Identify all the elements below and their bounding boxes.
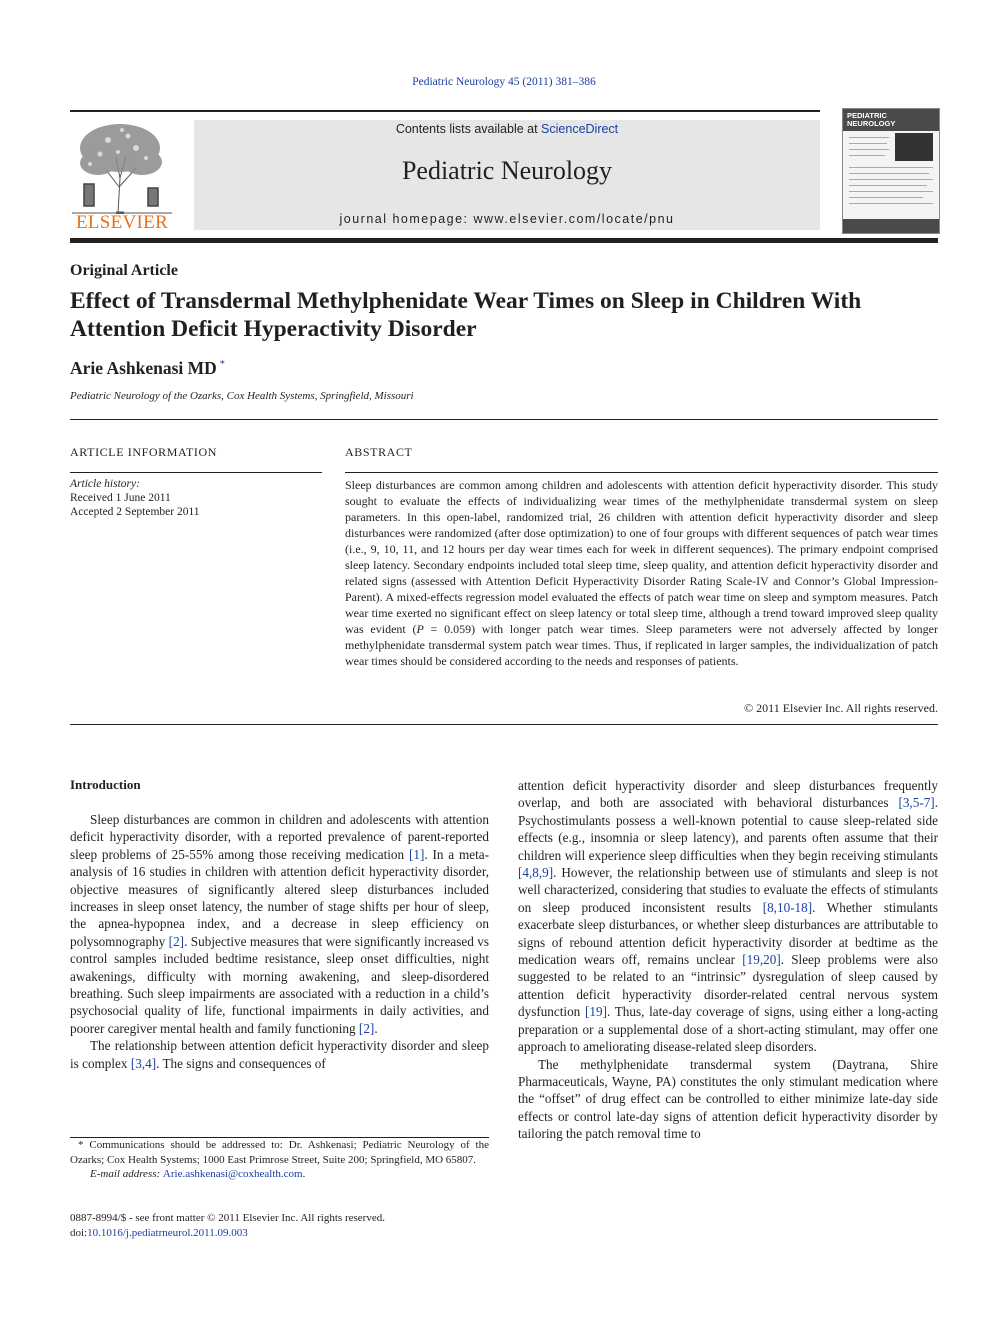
abstract-heading: ABSTRACT	[345, 445, 413, 459]
text: The relationship between attention deficit hyperactivity disorder and sleep is complex	[70, 1038, 489, 1071]
cover-text-line	[849, 149, 889, 150]
citation-link[interactable]: [4,8,9]	[518, 865, 554, 881]
email-line	[70, 1167, 489, 1182]
cover-brain-image	[895, 133, 933, 161]
citation-link[interactable]: [19,20]	[742, 952, 781, 968]
text: .	[374, 1020, 378, 1036]
cover-text-line	[849, 143, 887, 144]
journal-masthead	[194, 120, 820, 230]
text: . However, the relationship between use of stimulants and sleep is not well characterized, considering that studies to evaluate the effects of stimulants on sleep produced inconsistent results	[518, 865, 938, 915]
cover-text-line	[849, 197, 923, 198]
text: . In a meta-analysis of 16 studies in children with attention deficit hyperactivity disorder, objective measures of significantly altered sleep disturbances included increases in sleep onset latency, the number of stage shifts per hour of sleep, the apnea-hypopnea index, and a decrease in sleep efficiency on polysomnography	[70, 846, 489, 949]
elsevier-tree-icon	[70, 118, 174, 214]
header-rule	[70, 110, 820, 112]
article-history	[70, 477, 200, 519]
text: Sleep disturbances are common in children and adolescents with attention deficit hyperactivity disorder, with a reported prevalence of parent-reported sleep problems of 25-55% among those receiving medication	[70, 812, 489, 862]
abstract-bottom-rule	[70, 724, 938, 725]
article-type: Original Article	[70, 262, 178, 279]
email-link[interactable]: Arie.ashkenasi@coxhealth.com	[162, 1168, 303, 1180]
email-label: E-mail address:	[90, 1168, 163, 1180]
abstract-heading-rule	[345, 472, 938, 473]
correspondence-footnote	[70, 1138, 489, 1182]
author-name: Arie Ashkenasi MD	[70, 358, 217, 378]
issn-doi-block	[70, 1211, 385, 1241]
cover-text-line	[849, 203, 933, 204]
abstract-copyright: © 2011 Elsevier Inc. All rights reserved.	[744, 701, 938, 715]
correspondence-text: * Communications should be addressed to: Dr. Ashkenasi; Pediatric Neurology of the Ozarks; Cox Health Systems; 1000 East Primrose Street, Suite 200; Springfield, MO 65807.	[70, 1139, 489, 1166]
body-column-left	[70, 811, 489, 1072]
issn-line: 0887-8994/$ - see front matter © 2011 Elsevier Inc. All rights reserved.	[70, 1212, 385, 1224]
cover-footer-band	[843, 219, 939, 233]
citation-link[interactable]: [3,5-7]	[898, 795, 935, 811]
citation-link[interactable]: [2]	[358, 1020, 375, 1036]
info-top-rule	[70, 419, 938, 420]
citation-link[interactable]: [1]	[408, 846, 425, 862]
doi-label: doi:	[70, 1227, 88, 1239]
journal-cover-thumbnail[interactable]	[842, 108, 940, 234]
paragraph: The methylphenidate transdermal system (Daytrana, Shire Pharmaceuticals, Wayne, PA) constitutes the only stimulant medication where the “offset” of drug effect can be controlled to either minimize late-day side effects or control late-day signs of attention deficit hyperactivity disorder by tailoring the patch removal time to	[518, 1056, 938, 1142]
header-thick-rule	[70, 238, 938, 243]
cover-text-line	[849, 155, 885, 156]
elsevier-logo	[70, 118, 174, 234]
cover-text-line	[849, 185, 927, 186]
abstract-text-part: = 0.059) with longer patch wear times. Sleep parameters were not adversely affected by longer methylphenidate transdermal system patch wear times. Thus, if replicated in larger samples, the individualization of patch wear times should be considered according to the needs and responses of patients.	[345, 622, 938, 668]
p-value-symbol: P	[416, 622, 424, 636]
text: . Whether stimulants exacerbate sleep disturbances, or whether sleep disturbances are attributable to signs of rebound attention deficit hyperactivity disorder at bedtime as the medication wears off, remains unclear	[518, 899, 938, 968]
accepted-date: Accepted 2 September 2011	[70, 506, 200, 518]
text: attention deficit hyperactivity disorder and sleep disturbances frequently overlap, and both are associated with behavioral disturbances	[518, 778, 938, 811]
author-footnote-marker[interactable]: *	[219, 359, 225, 371]
doi-line	[70, 1226, 385, 1241]
text: . Psychostimulants possess a well-known potential to cause sleep-related side effects (e.g., insomnia or sleep latency), and parents often assume that their children will experience sleep difficulties when they begin receiving stimulants	[518, 795, 938, 863]
received-date: Received 1 June 2011	[70, 492, 171, 504]
cover-text-line	[849, 179, 933, 180]
citation-link[interactable]: [19]	[584, 1004, 607, 1020]
paragraph-continued	[518, 777, 938, 1056]
text: . Sleep problems were also suggested to be related to an “intrinsic” dysregulation of sleep caused by attention deficit hyperactivity disorder-related central nervous system dysfunction	[518, 952, 938, 1020]
author-affiliation: Pediatric Neurology of the Ozarks, Cox Health Systems, Springfield, Missouri	[70, 390, 414, 402]
cover-text-line	[849, 167, 933, 168]
paragraph	[70, 1037, 489, 1072]
cover-text-line	[849, 191, 933, 192]
journal-citation[interactable]: Pediatric Neurology 45 (2011) 381–386	[412, 76, 596, 88]
doi-link[interactable]: 10.1016/j.pediatrneurol.2011.09.003	[87, 1227, 248, 1239]
cover-text-line	[849, 173, 929, 174]
sciencedirect-link[interactable]: ScienceDirect	[541, 122, 619, 136]
article-info-heading: ARTICLE INFORMATION	[70, 445, 218, 459]
journal-title: Pediatric Neurology	[401, 156, 613, 185]
introduction-heading: Introduction	[70, 777, 141, 792]
author-line	[70, 358, 225, 379]
cover-title: PEDIATRIC NEUROLOGY	[843, 109, 939, 131]
text: . The signs and consequences of	[156, 1055, 326, 1071]
email-end: .	[302, 1168, 306, 1180]
abstract-body	[345, 477, 938, 669]
info-heading-rule	[70, 472, 322, 473]
text: . Subjective measures that were significantly increased vs control samples included bedtime resistance, sleep onset difficulties, night awakenings, difficulty with morning awakening, and sleep-disordered breathing. Such sleep impairments are associated with a reduction in a child’s psychosocial quality of life, functional impairments in daily activities, and poorer caregiver mental health and family functioning	[70, 933, 489, 1036]
paragraph	[70, 811, 489, 1037]
history-label: Article history:	[70, 478, 140, 490]
contents-prefix: Contents lists available at	[395, 122, 542, 136]
citation-link[interactable]: [2]	[168, 933, 185, 949]
journal-homepage[interactable]: journal homepage: www.elsevier.com/locate/pnu	[339, 212, 675, 226]
text: . Thus, late-day coverage of signs, using either a long-acting preparation or a supplemental dose of a short-acting stimulant, may offer one approach to ameliorating disease-related sleep disorders.	[518, 1004, 938, 1055]
contents-available	[194, 122, 820, 136]
citation-link[interactable]: [3,4]	[130, 1055, 157, 1071]
abstract-text-part: Sleep disturbances are common among children and adolescents with attention deficit hyperactivity disorder. This study sought to evaluate the effects of individualizing wear times of the methylphenidate transdermal system on sleep parameters. In this open-label, randomized trial, 26 children with attention deficit hyperactivity disorder and sleep disturbances were randomized (after dose optimization) to one of four groups with different sequences of patch wear times (i.e., 9, 10, 11, and 12 hours per day wear times each for week in different sequences). The primary endpoint comprised sleep latency. Secondary endpoints included total sleep time, sleep quality, and attention deficit hyperactivity disorder and related signs (assessed with Attention Deficit Hyperactivity Disorder Rating Scale-IV and Connor’s Global Impression-Parent). A mixed-effects regression model evaluated the effects of patch wear time on sleep and symptom measures. Patch wear time exerted no significant effect on sleep latency or total sleep time, although a trend toward improved sleep quality was evident (	[345, 478, 938, 636]
elsevier-wordmark: ELSEVIER	[75, 212, 169, 233]
body-column-right	[518, 777, 938, 1143]
cover-text-line	[849, 137, 889, 138]
citation-link[interactable]: [8,10-18]	[762, 899, 813, 915]
article-title: Effect of Transdermal Methylphenidate Wear Times on Sleep in Children With Attention Deficit Hyperactivity Disorder	[70, 288, 862, 342]
